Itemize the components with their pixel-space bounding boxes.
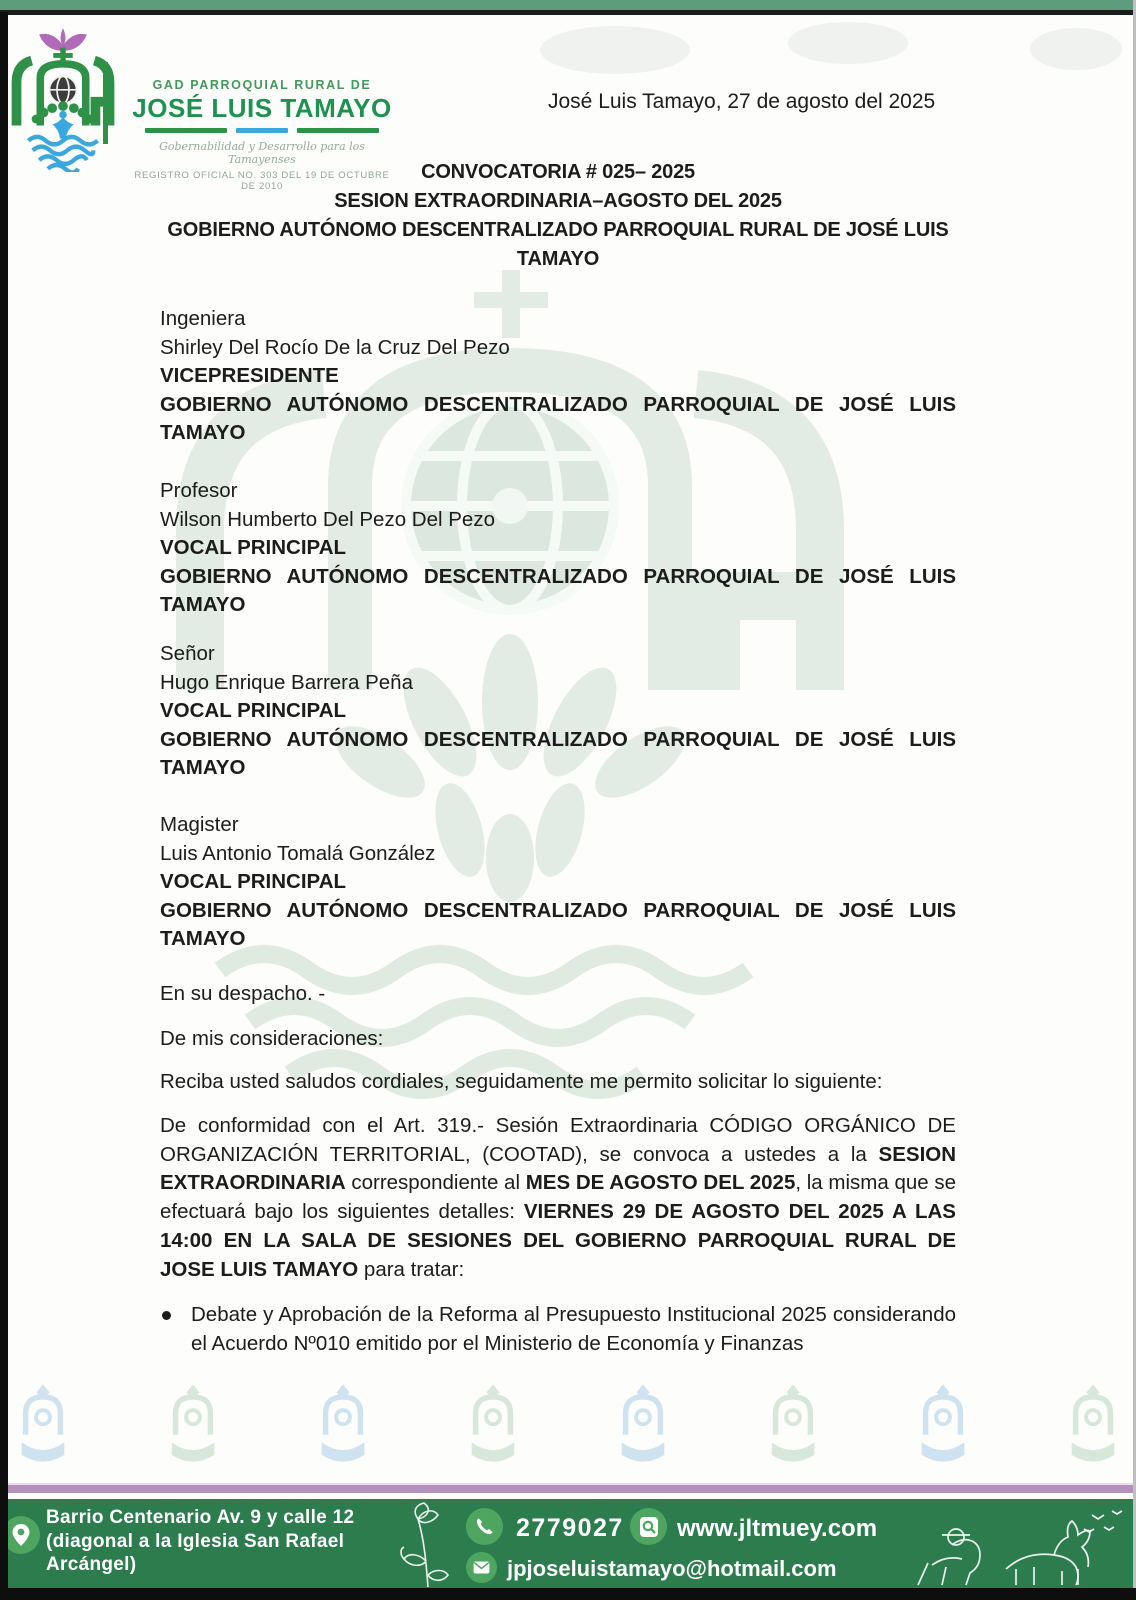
document-title	[160, 158, 956, 274]
recipient-name: Hugo Enrique Barrera Peña	[160, 670, 413, 694]
scan-top-green-bar	[0, 0, 1136, 10]
recipient-org: GOBIERNO AUTÓNOMO DESCENTRALIZADO PARROQUIAL DE JOSÉ LUIS TAMAYO	[160, 727, 956, 779]
watermark-crest-icon	[164, 1382, 222, 1464]
browser-search-icon	[630, 1508, 667, 1545]
top-watermark-shape	[788, 22, 908, 64]
scan-bottom-border	[0, 1588, 1136, 1600]
envelope-icon	[466, 1552, 497, 1583]
org-small-label: GAD PARROQUIAL RURAL DE	[152, 78, 372, 92]
logo-divider	[103, 62, 108, 144]
recipient-block	[160, 305, 956, 448]
despacho-line: En su despacho. -	[160, 982, 326, 1005]
watermark-crest-icon	[614, 1382, 672, 1464]
watermark-crest-icon	[464, 1382, 522, 1464]
paragraph-segment: correspondiente al	[345, 1171, 526, 1195]
recipient-salutation: Profesor	[160, 479, 238, 502]
recipient-org: GOBIERNO AUTÓNOMO DESCENTRALIZADO PARROQUIAL DE JOSÉ LUIS TAMAYO	[160, 392, 956, 444]
flower-lineart	[388, 1501, 470, 1587]
top-watermark-shape	[540, 26, 690, 74]
agenda-bullet-item	[162, 1301, 956, 1358]
top-watermark-shape	[1030, 28, 1122, 70]
paragraph-segment-bold: VIERNES 29 DE AGOSTO DEL 2025 A LAS 14:00 EN LA SALA DE SESIONES DEL GOBIERNO PARROQUIAL RURAL DE JOSE LUIS TAMAYO	[160, 1200, 956, 1281]
org-name: JOSÉ LUIS TAMAYO	[132, 93, 392, 123]
phone-icon	[466, 1508, 503, 1545]
title-line-2: SESION EXTRAORDINARIA–AGOSTO DEL 2025	[334, 190, 782, 212]
title-line-1: CONVOCATORIA # 025– 2025	[421, 161, 695, 183]
footer-band	[0, 1499, 1136, 1588]
watermark-crest-icon	[764, 1382, 822, 1464]
watermark-crest-icon	[314, 1382, 372, 1464]
scan-top-dark-line	[0, 10, 1136, 15]
recipient-role: VOCAL PRINCIPAL	[160, 870, 347, 893]
date-line: José Luis Tamayo, 27 de agosto del 2025	[548, 90, 936, 113]
body-paragraph	[160, 1112, 956, 1284]
recipient-block	[160, 477, 956, 620]
org-tagline: Gobernabilidad y Desarrollo para los Tamayenses	[159, 140, 365, 166]
bullet-dot	[162, 1311, 171, 1320]
paragraph-segment: , la misma que se efectuará bajo los siguientes detalles:	[160, 1171, 956, 1224]
title-line-3: GOBIERNO AUTÓNOMO DESCENTRALIZADO PARROQUIAL RURAL DE JOSÉ LUIS TAMAYO	[167, 219, 949, 270]
paragraph-segment-bold: MES DE AGOSTO DEL 2025	[525, 1171, 796, 1195]
paragraph-segment: para tratar:	[358, 1257, 465, 1281]
website-url: www.jltmuey.com	[677, 1515, 878, 1542]
donkey-lineart	[856, 1503, 1124, 1587]
watermark-crest-icon	[1064, 1382, 1122, 1464]
recipient-block	[160, 811, 956, 954]
recipient-salutation: Magister	[160, 813, 239, 836]
scan-left-border	[0, 12, 8, 1600]
recipient-role: VOCAL PRINCIPAL	[160, 536, 347, 559]
watermark-crest-icon	[914, 1382, 972, 1464]
recipient-org: GOBIERNO AUTÓNOMO DESCENTRALIZADO PARROQUIAL DE JOSÉ LUIS TAMAYO	[160, 564, 956, 616]
paragraph-segment: , se convoca a ustedes a la	[582, 1142, 879, 1166]
recipient-salutation: Ingeniera	[160, 307, 246, 330]
recipient-name: Luis Antonio Tomalá González	[160, 841, 436, 865]
registro-oficial-line: REGISTRO OFICIAL NO. 303 DEL 19 DE OCTUBRE DE 2010	[134, 170, 390, 192]
email-address: jpjoseluistamayo@hotmail.com	[507, 1556, 837, 1581]
footer-mauve-stripe	[0, 1483, 1136, 1493]
recipient-block	[160, 640, 956, 783]
recipient-name: Shirley Del Rocío De la Cruz Del Pezo	[160, 335, 510, 359]
bottom-watermark-row	[14, 1382, 1122, 1464]
recipient-role: VOCAL PRINCIPAL	[160, 699, 347, 722]
recipient-salutation: Señor	[160, 642, 215, 665]
recipient-name: Wilson Humberto Del Pezo Del Pezo	[160, 507, 495, 531]
paragraph-segment-caps: CÓDIGO ORGÁNICO DE ORGANIZACIÓN TERRITORIAL, (COOTAD)	[160, 1114, 956, 1166]
recipient-org: GOBIERNO AUTÓNOMO DESCENTRALIZADO PARROQUIAL DE JOSÉ LUIS TAMAYO	[160, 898, 956, 950]
gad-crest-logo	[8, 26, 118, 172]
agenda-bullet-text: Debate y Aprobación de la Reforma al Presupuesto Institucional 2025 considerando el Acuerdo Nº010 emitido por el Ministerio de Economía y Finanzas	[191, 1303, 956, 1355]
paragraph-segment: De conformidad con el Art. 319.- Sesión Extraordinaria	[160, 1114, 710, 1137]
footer-address: Barrio Centenario Av. 9 y calle 12 (diagonal a la Iglesia San Rafael Arcángel)	[46, 1507, 355, 1575]
greeting-line: Reciba usted saludos cordiales, seguidamente me permito solicitar lo siguiente:	[160, 1070, 883, 1093]
watermark-crest-icon	[14, 1382, 72, 1464]
paragraph-segment-bold: SESION EXTRAORDINARIA	[160, 1142, 957, 1195]
consideraciones-line: De mis consideraciones:	[160, 1027, 384, 1050]
brand-bars	[126, 128, 398, 133]
recipient-role: VICEPRESIDENTE	[160, 364, 339, 387]
phone-number: 2779027	[516, 1514, 624, 1542]
